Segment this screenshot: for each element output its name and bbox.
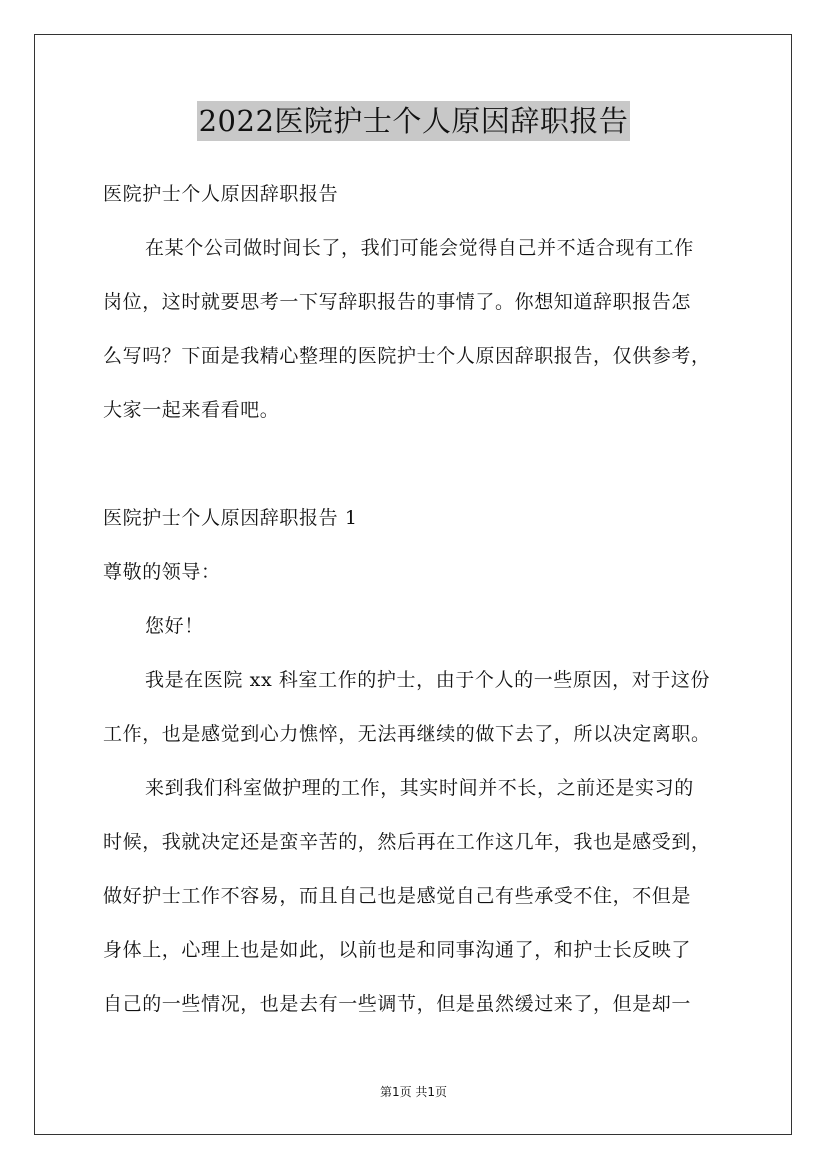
body-line: 我是在医院 xx 科室工作的护士，由于个人的一些原因，对于这份 xyxy=(145,669,711,691)
intro-line: 在某个公司做时间长了，我们可能会觉得自己并不适合现有工作 xyxy=(145,237,694,259)
section-heading: 医院护士个人原因辞职报告 1 xyxy=(103,507,358,529)
title-container xyxy=(0,101,827,141)
intro-line: 岗位，这时就要思考一下写辞职报告的事情了。你想知道辞职报告怎 xyxy=(103,291,692,313)
body-line: 来到我们科室做护理的工作，其实时间并不长，之前还是实习的 xyxy=(145,777,694,799)
document-subtitle: 医院护士个人原因辞职报告 xyxy=(103,183,339,205)
greeting: 您好！ xyxy=(145,615,204,637)
salutation: 尊敬的领导： xyxy=(103,561,221,583)
page-footer: 第1页 共1页 xyxy=(379,1085,448,1099)
body-line: 做好护士工作不容易，而且自己也是感觉自己有些承受不住，不但是 xyxy=(103,885,692,907)
body-line: 时候，我就决定还是蛮辛苦的，然后再在工作这几年，我也是感受到， xyxy=(103,831,711,853)
intro-line: 么写吗？下面是我精心整理的医院护士个人原因辞职报告，仅供参考， xyxy=(103,345,711,367)
body-line: 身体上，心理上也是如此，以前也是和同事沟通了，和护士长反映了 xyxy=(103,939,692,961)
document-title: 2022医院护士个人原因辞职报告 xyxy=(197,101,631,141)
body-line: 工作，也是感觉到心力憔悴，无法再继续的做下去了，所以决定离职。 xyxy=(103,723,711,745)
intro-line: 大家一起来看看吧。 xyxy=(103,399,280,421)
body-line: 自己的一些情况，也是去有一些调节，但是虽然缓过来了，但是却一 xyxy=(103,993,692,1015)
